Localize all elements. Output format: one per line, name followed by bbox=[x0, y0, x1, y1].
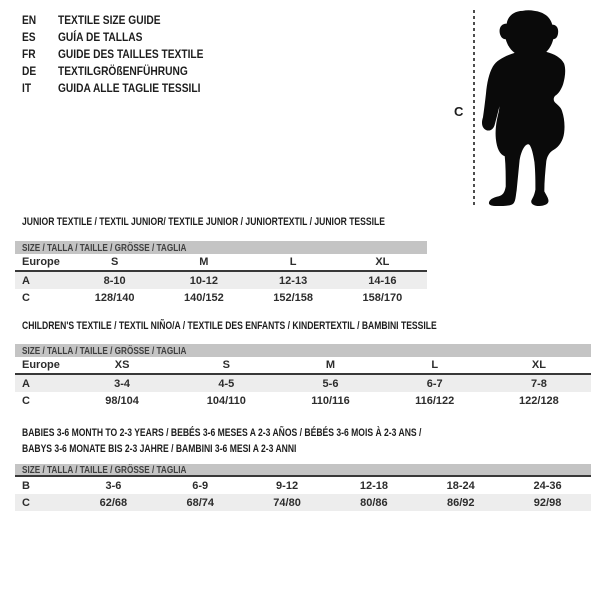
table-cell: M bbox=[325, 359, 336, 371]
row-label: Europe bbox=[22, 359, 60, 371]
table-row bbox=[15, 375, 591, 392]
language-row bbox=[22, 12, 229, 29]
table-cell: M bbox=[199, 256, 209, 268]
language-label: GUIDE DES TAILLES TEXTILE bbox=[58, 47, 204, 61]
row-label: A bbox=[22, 377, 30, 390]
table-cell: L bbox=[289, 256, 297, 268]
size-header-bar bbox=[15, 344, 591, 357]
junior-textile-table bbox=[15, 214, 427, 306]
table-cell: 6-9 bbox=[192, 479, 209, 492]
table-row bbox=[15, 494, 591, 511]
table-cell: 80/86 bbox=[360, 496, 388, 509]
row-label: C bbox=[22, 496, 30, 509]
row-label: A bbox=[22, 274, 30, 287]
language-label: GUIDA ALLE TAGLIE TESSILI bbox=[58, 81, 201, 95]
babies-textile-table bbox=[15, 425, 591, 511]
table-cell: S bbox=[222, 359, 230, 371]
table-cell: 14-16 bbox=[368, 274, 397, 287]
table-cell: 140/152 bbox=[183, 291, 224, 304]
table-title bbox=[15, 318, 591, 334]
language-code: IT bbox=[22, 81, 32, 95]
table-title-line: JUNIOR TEXTILE / TEXTIL JUNIOR/ TEXTILE JUNIOR / JUNIORTEXTIL / JUNIOR TESSILE bbox=[22, 216, 385, 228]
table-cell: 6-7 bbox=[426, 377, 443, 390]
table-title bbox=[15, 425, 591, 457]
childrens-textile-table bbox=[15, 318, 591, 409]
table-cell: 7-8 bbox=[530, 377, 547, 390]
table-cell: 3-4 bbox=[114, 377, 131, 390]
table-rows bbox=[15, 254, 427, 306]
size-header-label: SIZE / TALLA / TAILLE / GRÖSSE / TAGLIA bbox=[22, 344, 187, 357]
table-cell: L bbox=[431, 359, 439, 371]
size-header-bar bbox=[15, 241, 427, 254]
table-title-line: CHILDREN'S TEXTILE / TEXTIL NIÑO/A / TEXTILE DES ENFANTS / KINDERTEXTIL / BAMBINI TESSILE bbox=[22, 320, 437, 332]
table-cell: 110/116 bbox=[311, 394, 350, 407]
table-cell: XL bbox=[531, 359, 546, 371]
size-header-bar bbox=[15, 464, 591, 477]
language-row bbox=[22, 46, 229, 63]
table-row bbox=[15, 254, 427, 272]
row-label: B bbox=[22, 479, 30, 492]
toddler-silhouette-icon bbox=[481, 8, 575, 208]
table-title-line: BABIES 3-6 MONTH TO 2-3 YEARS / BEBÉS 3-6 MESES A 2-3 AÑOS / BÉBÉS 3-6 MOIS À 2-3 ANS / bbox=[22, 427, 422, 439]
row-label: C bbox=[22, 394, 30, 407]
table-cell: S bbox=[110, 256, 119, 268]
table-cell: 18-24 bbox=[446, 479, 475, 492]
language-label: TEXTILGRÖßENFÜHRUNG bbox=[58, 64, 188, 78]
table-cell: 12-18 bbox=[359, 479, 388, 492]
table-cell: 8-10 bbox=[103, 274, 126, 287]
row-label: Europe bbox=[22, 256, 60, 268]
language-code: FR bbox=[22, 47, 36, 61]
table-cell: 24-36 bbox=[533, 479, 562, 492]
table-row bbox=[15, 357, 591, 375]
table-cell: 68/74 bbox=[186, 496, 214, 509]
height-dashed-line bbox=[473, 10, 475, 206]
height-measure-label: C bbox=[454, 104, 464, 119]
table-cell: 3-6 bbox=[105, 479, 122, 492]
table-title-line: BABYS 3-6 MONATE BIS 2-3 JAHRE / BAMBINI 3-6 MESI A 2-3 ANNI bbox=[22, 443, 297, 455]
table-cell: 128/140 bbox=[94, 291, 135, 304]
row-label: C bbox=[22, 291, 30, 304]
language-list bbox=[22, 12, 229, 97]
table-cell: 98/104 bbox=[105, 394, 139, 407]
language-code: DE bbox=[22, 64, 37, 78]
table-row bbox=[15, 289, 427, 306]
table-title bbox=[15, 214, 427, 230]
table-cell: 92/98 bbox=[533, 496, 562, 509]
table-rows bbox=[15, 477, 591, 511]
table-rows bbox=[15, 357, 591, 409]
table-cell: 116/122 bbox=[415, 394, 455, 407]
table-cell: 4-5 bbox=[218, 377, 235, 390]
table-cell: XL bbox=[375, 256, 390, 268]
table-cell: 62/68 bbox=[99, 496, 128, 509]
language-code: EN bbox=[22, 13, 37, 27]
language-label: TEXTILE SIZE GUIDE bbox=[58, 13, 161, 27]
table-cell: 122/128 bbox=[519, 394, 559, 407]
table-row bbox=[15, 477, 591, 494]
size-header-label: SIZE / TALLA / TAILLE / GRÖSSE / TAGLIA bbox=[22, 463, 187, 476]
table-cell: 5-6 bbox=[322, 377, 339, 390]
language-row bbox=[22, 63, 229, 80]
table-cell: 86/92 bbox=[446, 496, 475, 509]
table-cell: 12-13 bbox=[279, 274, 308, 287]
table-cell: 9-12 bbox=[276, 479, 299, 492]
table-cell: 104/110 bbox=[206, 394, 246, 407]
language-row bbox=[22, 29, 229, 46]
table-cell: 74/80 bbox=[273, 496, 301, 509]
table-row bbox=[15, 272, 427, 289]
language-label: GUÍA DE TALLAS bbox=[58, 30, 143, 44]
language-code: ES bbox=[22, 30, 36, 44]
language-row bbox=[22, 80, 229, 97]
table-cell: 158/170 bbox=[362, 291, 403, 304]
table-row bbox=[15, 392, 591, 409]
table-cell: 152/158 bbox=[273, 291, 313, 304]
table-cell: 10-12 bbox=[189, 274, 218, 287]
table-cell: XS bbox=[114, 359, 130, 371]
size-header-label: SIZE / TALLA / TAILLE / GRÖSSE / TAGLIA bbox=[22, 241, 187, 254]
